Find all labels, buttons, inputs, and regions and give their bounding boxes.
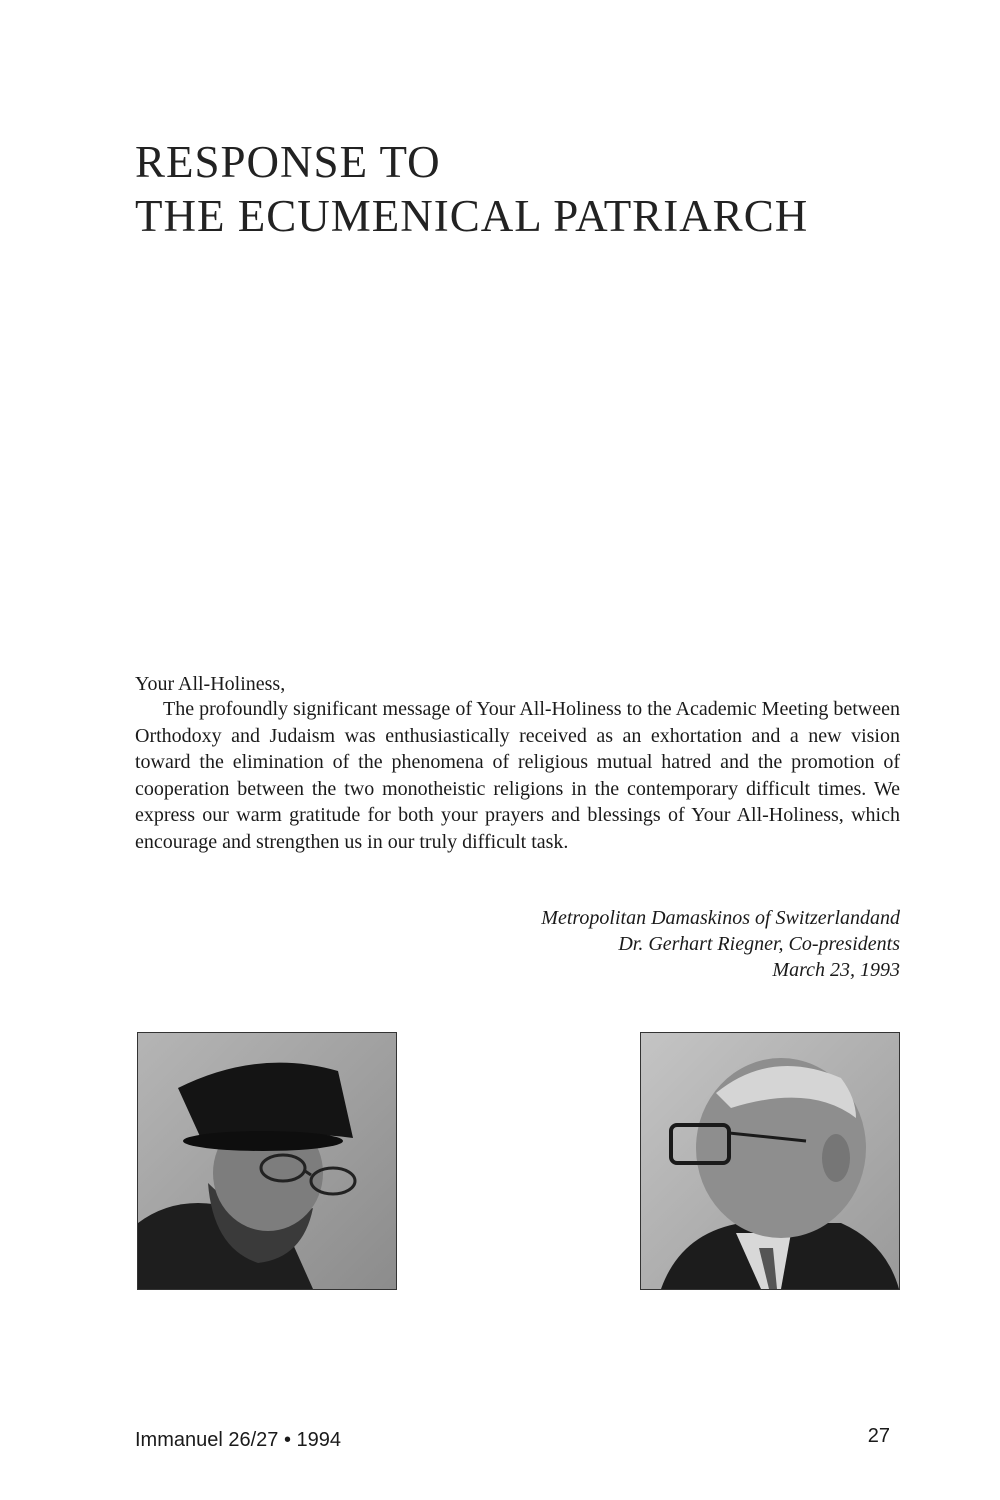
signature-block (541, 905, 900, 983)
signature-line-1: Metropolitan Damaskinos of Switzerlandand (541, 907, 900, 929)
title-line-1: RESPONSE TO (135, 137, 441, 187)
portrait-photo-icon (138, 1033, 396, 1289)
signature-date: March 23, 1993 (772, 959, 900, 981)
letter-salutation: Your All-Holiness, (135, 673, 286, 695)
letter-body: The profoundly significant message of Your All-Holiness to the Academic Meeting between Orthodoxy and Judaism was enthusiastically received as an exhortation and a new vision toward the elimination of the phenomena of religious mutual hatred and the promotion of cooperation between the two monotheistic religions in the contemporary difficult times. We express our warm gratitude for both your prayers and blessings of Your All-Holiness, which encourage and strengthen us in our truly difficult task. (135, 698, 900, 853)
page-title (135, 135, 915, 243)
portrait-photo-right (640, 1032, 900, 1290)
page-number: 27 (867, 1425, 890, 1447)
portrait-photo-icon (641, 1033, 899, 1289)
journal-footer: Immanuel 26/27 • 1994 (135, 1429, 342, 1451)
portrait-photo-left (137, 1032, 397, 1290)
signature-line-2: Dr. Gerhart Riegner, Co-presidents (618, 933, 900, 955)
title-line-2: THE ECUMENICAL PATRIARCH (135, 191, 809, 241)
